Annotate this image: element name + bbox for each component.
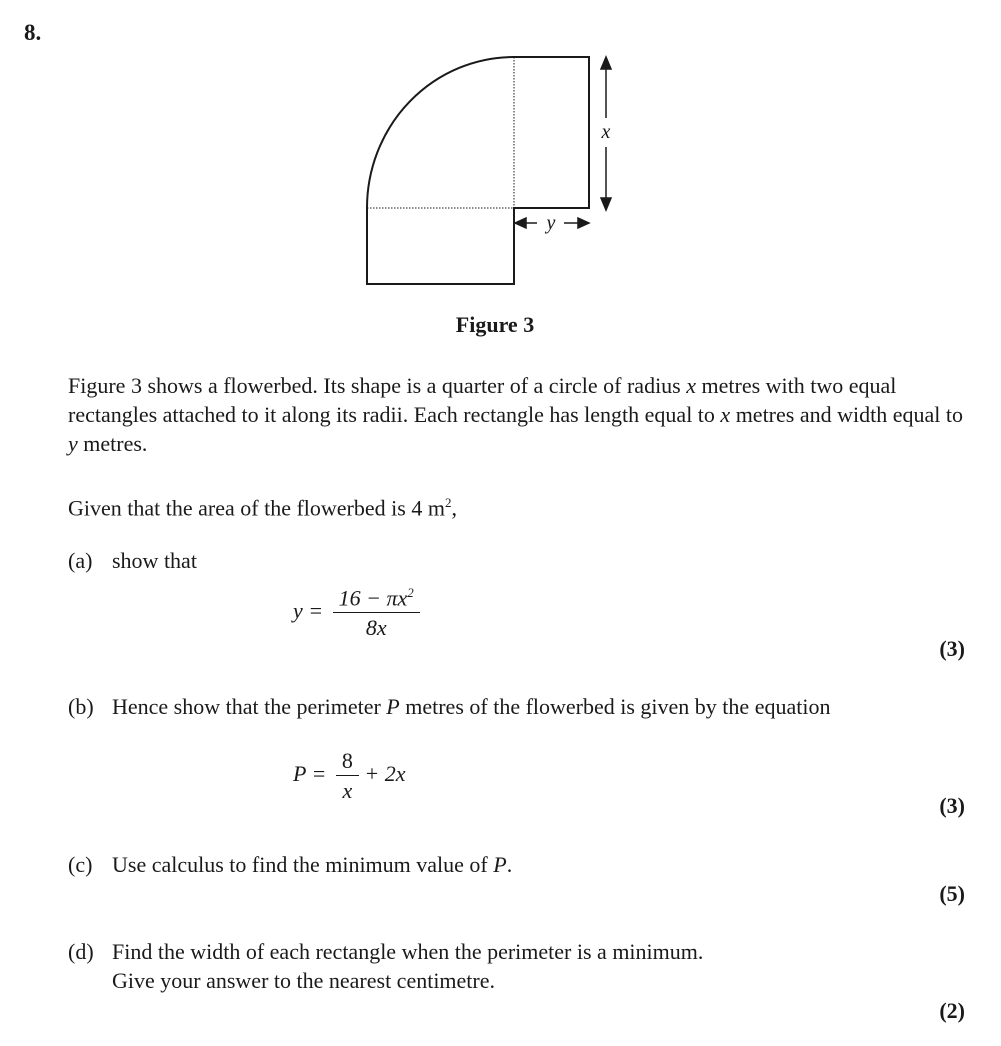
intro-paragraph: Figure 3 shows a flowerbed. Its shape is a quarter of a circle of radius x metres with two equal rectangles attached to it along its radii. Each rectangle has length equal to x metres and width equal to y metres. <box>68 373 963 456</box>
part-a-equation: y = $\frac{16 - \pi x^2}{8x}$ <box>293 585 420 641</box>
question-number: 8. <box>24 20 42 45</box>
part-c-marks: (5) <box>939 881 965 906</box>
x-label: x <box>601 121 611 143</box>
part-c: (c) Use calculus to find the minimum value of P. <box>68 852 513 877</box>
part-d: (d) Find the width of each rectangle when the perimeter is a minimum. Give your answer to the nearest centimetre. <box>68 939 704 993</box>
part-b-label: (b) <box>68 694 94 719</box>
part-d-marks: (2) <box>939 998 965 1023</box>
part-b-marks: (3) <box>939 793 965 818</box>
part-d-label: (d) <box>68 939 94 964</box>
y-label: y <box>546 212 556 234</box>
part-b-equation: P = $\frac{8}{x}$ + 2x <box>293 748 406 803</box>
part-b: (b) Hence show that the perimeter P metres of the flowerbed is given by the equation <box>68 694 831 719</box>
area-value: 4 m <box>411 495 445 521</box>
part-a-marks: (3) <box>939 636 965 661</box>
part-a-label: (a) <box>68 548 93 573</box>
flowerbed-outline <box>367 57 589 284</box>
flowerbed-figure <box>340 45 630 295</box>
part-a: (a) show that <box>68 548 197 573</box>
given-statement: Given that the area of the flowerbed is 4 $m^2$, <box>68 495 457 521</box>
part-c-label: (c) <box>68 852 93 877</box>
figure-caption: Figure 3 <box>455 312 535 337</box>
